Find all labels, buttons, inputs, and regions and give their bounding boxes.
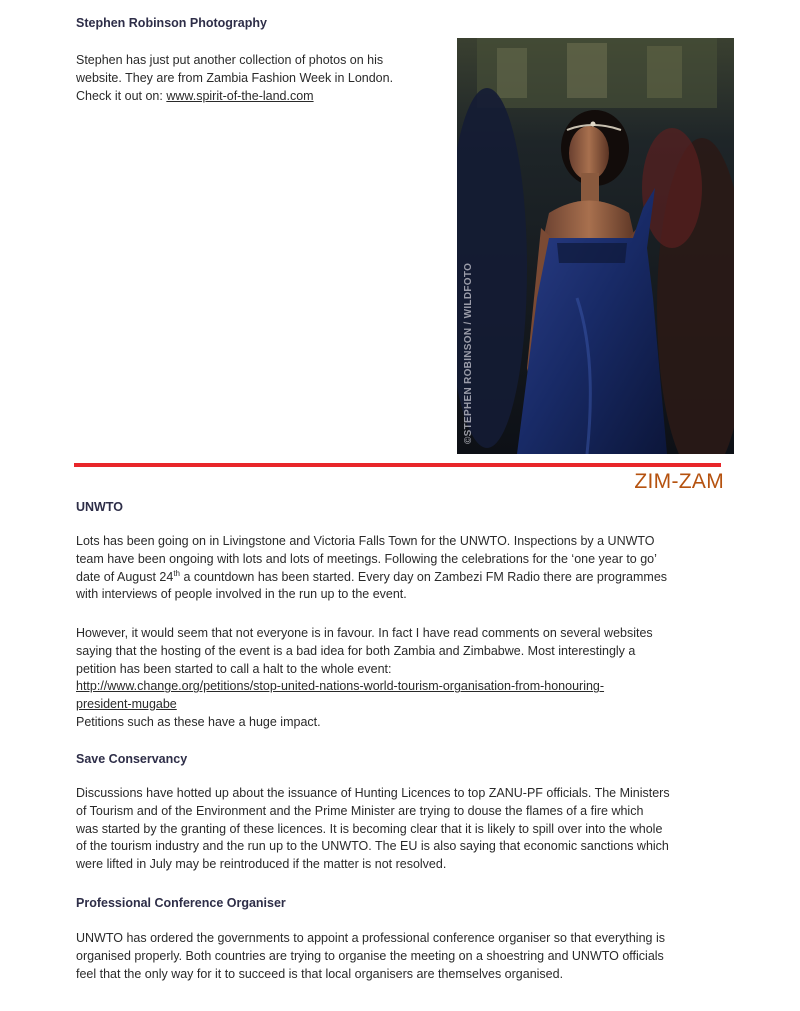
conservancy-heading: Save Conservancy (76, 752, 188, 766)
countdown-text: a countdown has been started. Every day on Zambezi FM Radio there are programmes (179, 569, 668, 584)
text-line: Petitions such as these have a huge impact. (76, 714, 321, 729)
petition-link[interactable]: http://www.change.org/petitions/stop-united-nations-world-tourism-organisation-from-honouring- (76, 679, 605, 694)
conservancy-paragraph (76, 785, 670, 874)
photo-section-heading: Stephen Robinson Photography (76, 16, 267, 30)
photo-section-text (76, 52, 393, 105)
text-line: petition has been started to call a halt to the whole event: (76, 661, 392, 676)
petition-link-continued[interactable]: president-mugabe (76, 697, 177, 712)
text-line: feel that the only way for it to succeed is that local organisers are themselves organised. (76, 966, 564, 981)
text-line: However, it would seem that not everyone is in favour. In fact I have read comments on several websites (76, 626, 653, 640)
text-line: was started by the granting of these licences. It is becoming clear that it is likely to spill over into the whole (76, 821, 663, 836)
unwto-paragraph-2 (76, 625, 653, 732)
text-line: team have been ongoing with lots and lots of meetings. Following the celebrations for the ‘one year to go’ (76, 551, 657, 566)
petition-link-line[interactable] (76, 696, 653, 714)
photo-credit: ©STEPHEN ROBINSON / WILDFOTO (463, 262, 474, 444)
petition-link-line[interactable] (76, 678, 653, 696)
brand-label: ZIM-ZAM (634, 470, 724, 493)
text-line: of the tourism industry and the run up to the UNWTO. The EU is also saying that economic sanctions which (76, 839, 669, 854)
text-line: saying that the hosting of the event is a bad idea for both Zambia and Zimbabwe. Most interestingly a (76, 643, 636, 658)
ordinal-suffix: th (173, 568, 180, 578)
website-link[interactable]: www.spirit-of-the-land.com (166, 88, 314, 103)
text-line: with interviews of people involved in the run up to the event. (76, 587, 407, 602)
unwto-paragraph-1 (76, 533, 667, 604)
fashion-photo-image (457, 38, 734, 454)
photo-section-line: Stephen has just put another collection of photos on his (76, 53, 384, 67)
fashion-photo (457, 38, 734, 454)
organiser-paragraph (76, 930, 665, 983)
photo-section-line (76, 88, 393, 106)
text-line: Discussions have hotted up about the issuance of Hunting Licences to top ZANU-PF officials. The Ministers (76, 786, 670, 800)
check-prefix: Check it out on: (76, 88, 167, 103)
text-line: Lots has been going on in Livingstone and Victoria Falls Town for the UNWTO. Inspections by a UNWTO (76, 534, 655, 548)
text-line: UNWTO has ordered the governments to appoint a professional conference organiser so that everything is (76, 931, 665, 945)
text-line: of Tourism and of the Environment and the Prime Minister are trying to douse the flames of a fire which (76, 803, 644, 818)
organiser-heading: Professional Conference Organiser (76, 896, 286, 910)
date-text: date of August 24 (76, 569, 174, 584)
text-line (76, 569, 667, 587)
photo-section-line: website. They are from Zambia Fashion Week in London. (76, 70, 394, 85)
text-line: organised properly. Both countries are trying to organise the meeting on a shoestring and UNWTO officials (76, 948, 664, 963)
text-line: were lifted in July may be reintroduced if the matter is not resolved. (76, 857, 447, 872)
unwto-heading: UNWTO (76, 500, 123, 514)
section-divider (74, 463, 721, 467)
